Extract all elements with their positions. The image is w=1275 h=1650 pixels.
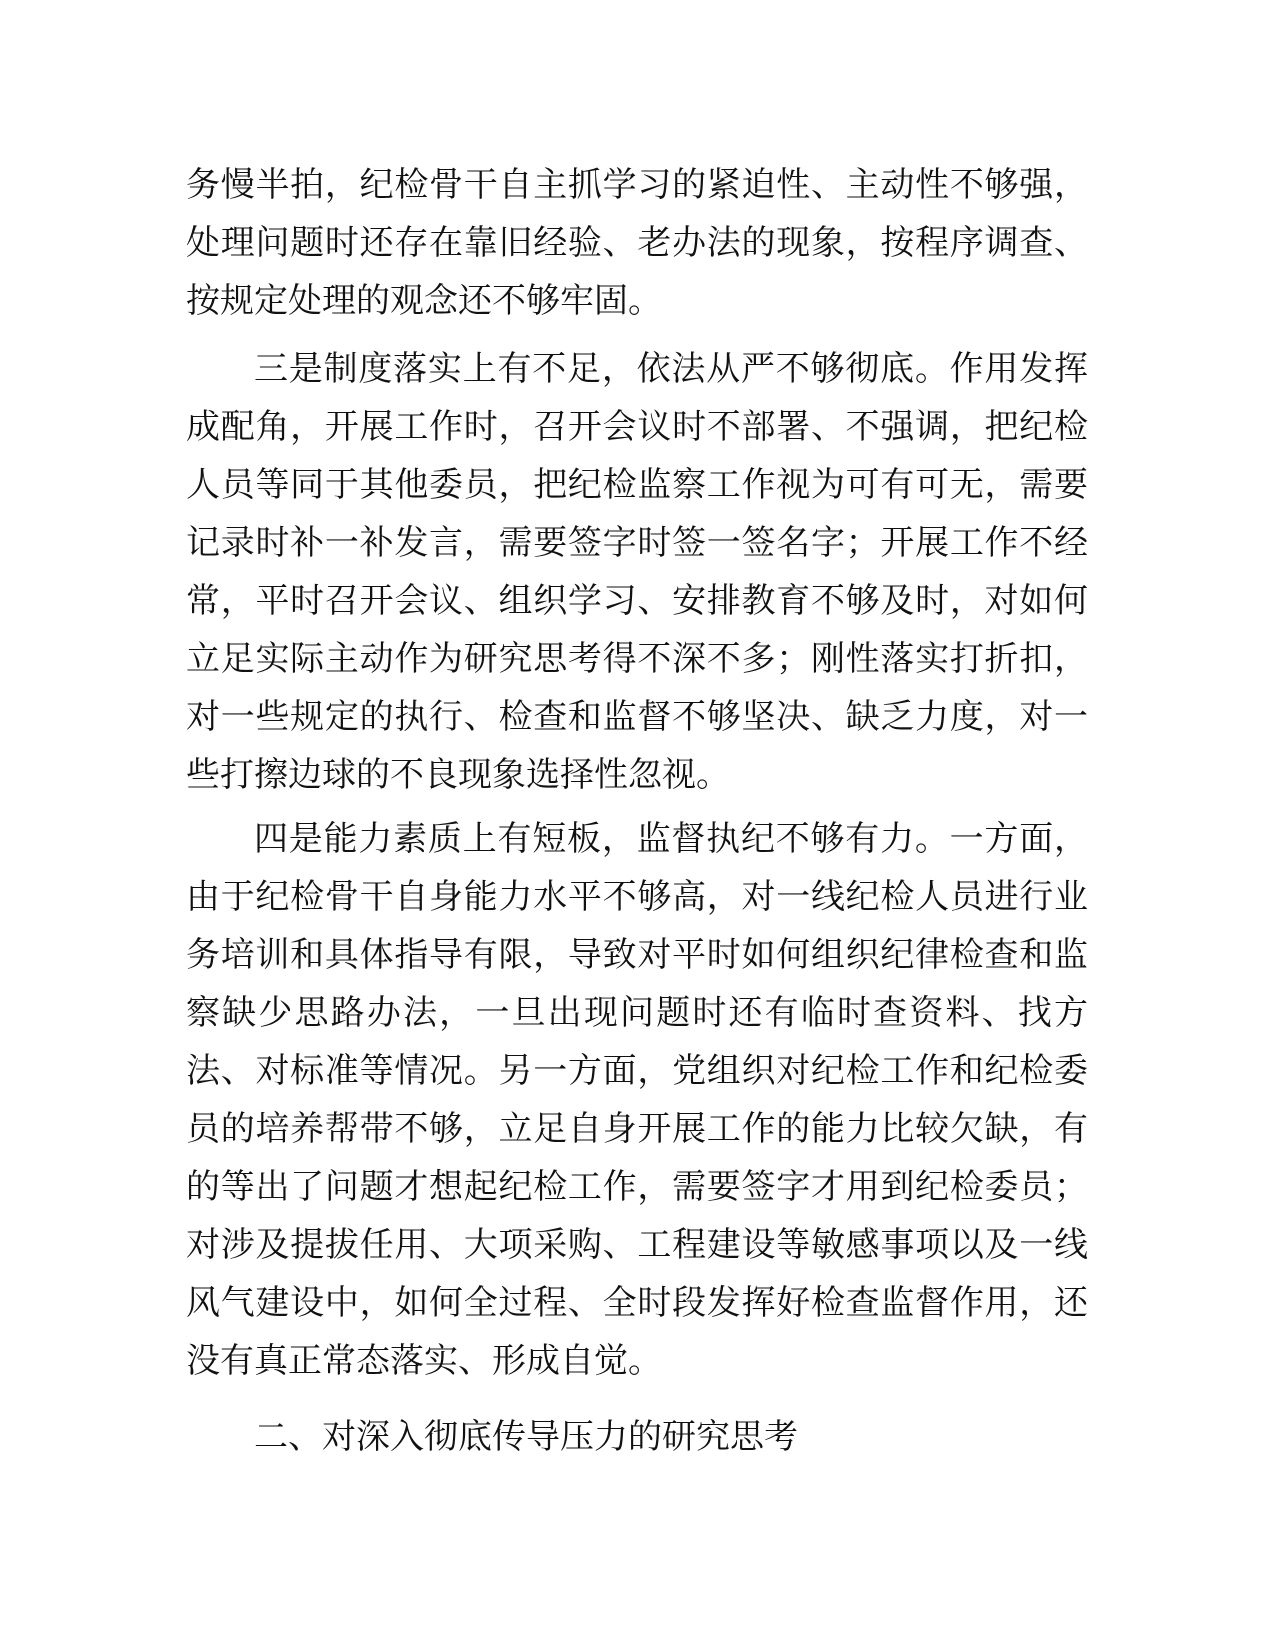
- paragraph-text: 三是制度落实上有不足，依法从严不够彻底。作用发挥成配角，开展工作时，召开会议时不部署、不强调，把纪检人员等同于其他委员，把纪检监察工作视为可有可无，需要记录时补一补发言，需要签字时签一签名字；开展工作不经常，平时召开会议、组织学习、安排教育不够及时，对如何立足实际主动作为研究思考得不深不多；刚性落实打折扣，对一些规定的执行、检查和监督不够坚决、缺乏力度，对一些打擦边球的不良现象选择性忽视。: [186, 349, 1088, 795]
- section-heading-text: 二、对深入彻底传导压力的研究思考: [254, 1417, 798, 1457]
- paragraph-continuation: [186, 156, 1088, 330]
- paragraph-text: 四是能力素质上有短板，监督执纪不够有力。一方面，由于纪检骨干自身能力水平不够高，对一线纪检人员进行业务培训和具体指导有限，导致对平时如何组织纪律检查和监察缺少思路办法，一旦出现问题时还有临时查资料、找方法、对标准等情况。另一方面，党组织对纪检工作和纪检委员的培养帮带不够，立足自身开展工作的能力比较欠缺，有的等出了问题才想起纪检工作，需要签字才用到纪检委员；对涉及提拔任用、大项采购、工程建设等敏感事项以及一线风气建设中，如何全过程、全时段发挥好检查监督作用，还没有真正常态落实、形成自觉。: [186, 819, 1088, 1381]
- paragraph-institutional-implementation: [186, 340, 1088, 804]
- section-heading: [186, 1408, 1088, 1466]
- paragraph-capability-quality: [186, 810, 1088, 1390]
- paragraph-text: 务慢半拍，纪检骨干自主抓学习的紧迫性、主动性不够强，处理问题时还存在靠旧经验、老办法的现象，按程序调查、按规定处理的观念还不够牢固。: [186, 165, 1088, 321]
